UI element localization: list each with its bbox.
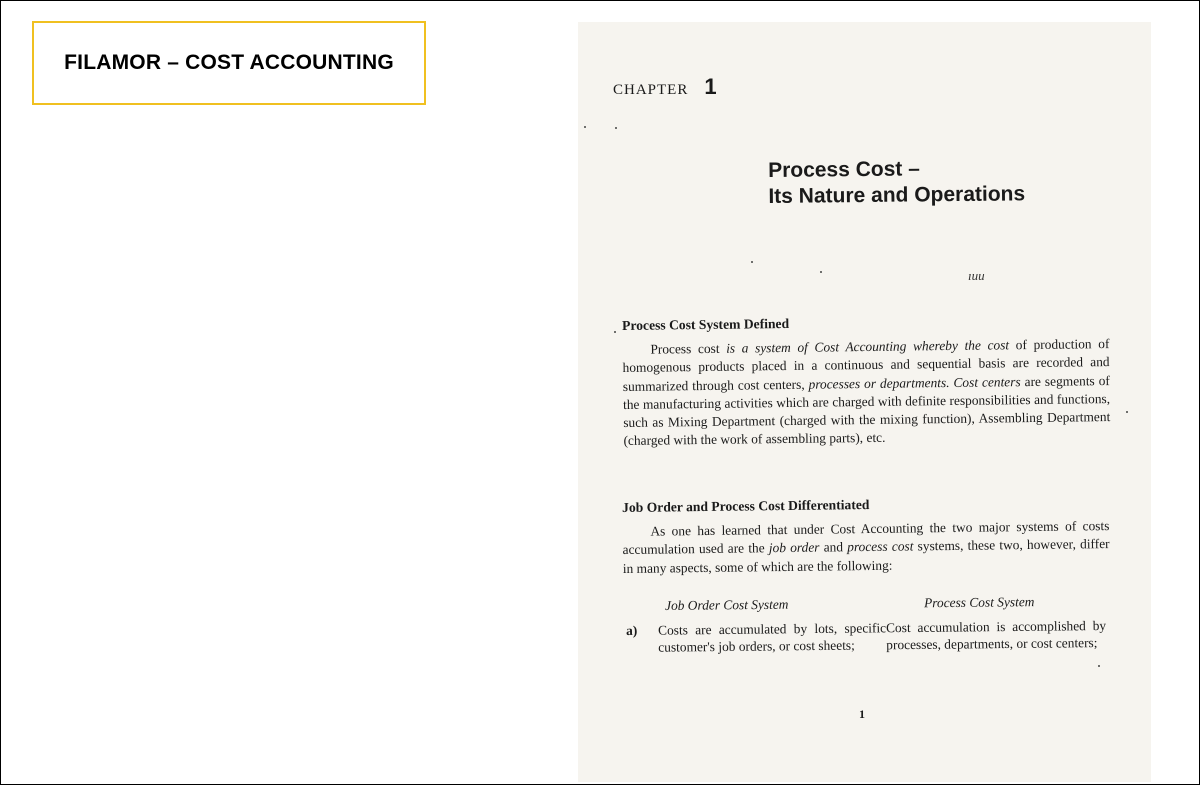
job-order-heading: Job Order Cost System <box>665 596 789 613</box>
italic-run: process cost <box>847 538 914 555</box>
slide-title: FILAMOR – COST ACCOUNTING <box>64 51 394 74</box>
process-cost-heading: Process Cost System <box>923 594 1035 611</box>
page-number: 1 <box>859 707 865 721</box>
chapter-title-line2: Its Nature and Operations <box>768 182 1026 208</box>
chapter-label <box>613 74 718 100</box>
scan-speck <box>584 126 586 128</box>
slide-title-box <box>32 21 426 105</box>
text-run: systems, these two, however, differ in many aspects, some of which are the following: <box>622 536 1110 576</box>
italic-run: is a system of Cost Accounting whereby the cost <box>726 337 1010 356</box>
italic-run: job order <box>768 539 820 556</box>
chapter-title-line1: Process Cost – <box>768 157 920 182</box>
chapter-title <box>768 154 1119 210</box>
scan-speck <box>820 271 822 273</box>
text-run: of production of homogenous products placed in a continuous and sequential basis are recorded and summarized through cost centers, <box>622 336 1110 394</box>
scan-speck <box>1098 665 1100 667</box>
section-heading: Process Cost System Defined <box>622 315 790 333</box>
text-run: and <box>819 539 848 555</box>
scan-speck <box>615 127 617 129</box>
section-job-order-vs-process <box>622 493 1110 578</box>
handwritten-mark: ıuu <box>968 268 985 283</box>
text-run: Process cost <box>650 340 727 357</box>
scan-speck <box>1126 411 1128 413</box>
text-run: As one has learned that under Cost Accounting the two major systems of costs accumulation used are the <box>622 518 1110 558</box>
italic-run: processes or departments. <box>808 374 950 392</box>
chapter-word: CHAPTER <box>613 82 689 98</box>
section-paragraph <box>622 335 1110 450</box>
italic-run: Cost centers <box>953 373 1021 390</box>
scan-speck <box>751 261 753 263</box>
chapter-number: 1 <box>704 74 718 99</box>
text-run: are segments of the manufacturing activities which are charged with definite responsibilities and functions, such as Mixing Department (charged with the mixing function), Assembling Department (charged with the work of assembling parts), etc. <box>622 372 1111 449</box>
process-cost-cell: Cost accumulation is accomplished by processes, departments, or cost centers; <box>885 617 1107 653</box>
job-order-cell: Costs are accumulated by lots, specific customer's job orders, or cost sheets; <box>658 620 887 655</box>
section-paragraph <box>622 517 1110 578</box>
section-heading: Job Order and Process Cost Differentiated <box>622 496 870 515</box>
row-marker: a) <box>626 622 638 638</box>
section-process-cost-defined <box>622 311 1111 450</box>
scan-speck <box>614 331 616 333</box>
